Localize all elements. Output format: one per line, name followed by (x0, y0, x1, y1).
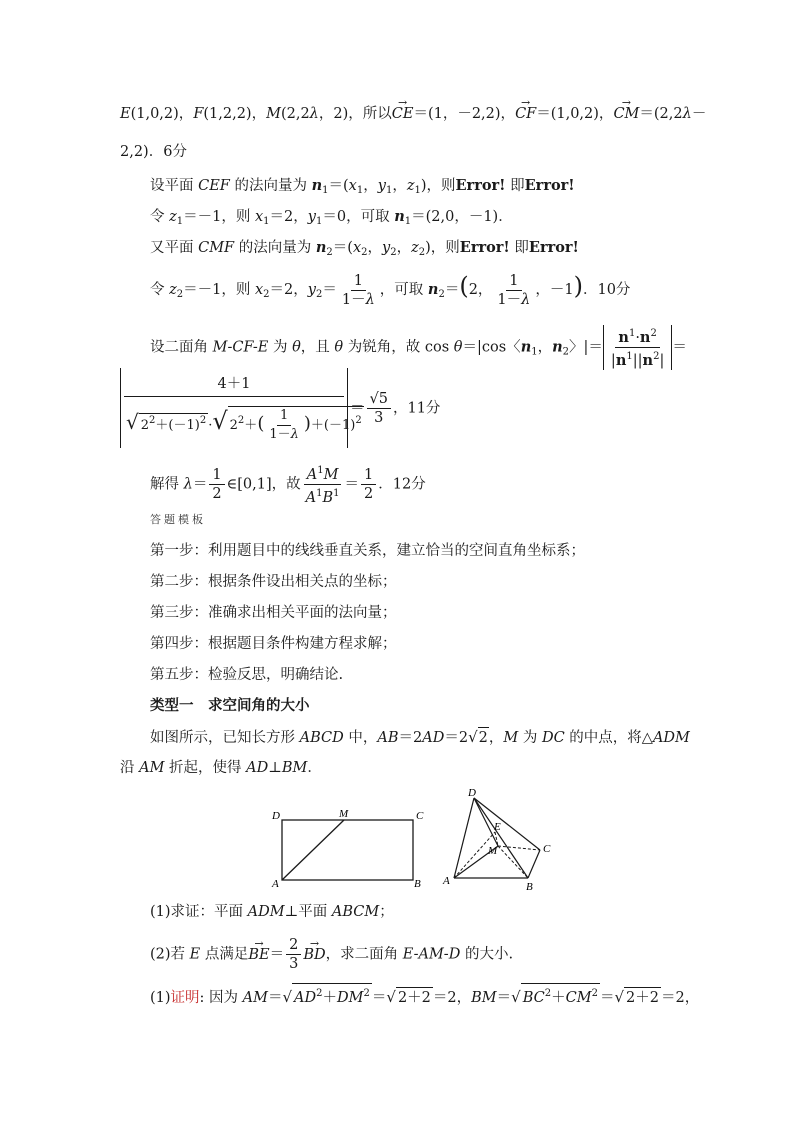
problem-stem-1: 如图所示，已知长方形 ABCD 中，AB＝2AD＝2√2，M 为 DC 的中点，将△ADM (150, 728, 690, 746)
rect-label-C: C (416, 810, 424, 822)
solid-label-C: C (543, 843, 551, 855)
solution-line-6: 令 $z_2=-1$，则 $x_2=2$，$y_2=$ $\frac{1}{1-\lambda}$ ，可取 $n_2=(2$， $\frac{1}{1-\lambda}$ ，－1)．10分 (150, 272, 631, 308)
rect-label-B: B (414, 878, 421, 890)
solid-label-B: B (526, 881, 533, 893)
template-step-5: 第五步：检验反思，明确结论. (150, 667, 344, 683)
solution-line-3: 设平面 CEF 的法向量为 $n_1=(x_1$，$y_1$，$z_1$)，则Error! 即Error! (150, 177, 575, 196)
solve-line: 解得 λ＝ $\frac{1}{2}$ ∈[0,1]，故 $\frac{A^1M}{A^1B^1}$ ＝ $\frac{1}{2}$ ．12分 (150, 462, 426, 507)
solid-label-D: D (468, 787, 476, 799)
problem-stem-2: 沿 AM 折起，使得 AD⊥BM． (120, 760, 322, 776)
big-fraction: 4＋1 √ $2^2+(-1)^2$ ·√ $2^2+$( $\frac{1}{1-\lambda}$ )$+(-1)^2$ (120, 368, 350, 450)
solution-line-1: E(1,0,2)，F(1,2,2)，M(2,2λ，2)，所以→ CE＝(1，－2,2)，→ CF＝(1,0,2)，→ CM＝(2,2λ－ (120, 104, 706, 124)
proof-line: (1)证明: 因为 AM＝√ $AD^2+DM^2$ ＝√ 2＋2 ＝2，BM＝√ $BC^2+CM^2$ ＝√ 2＋2 ＝2， (150, 983, 699, 1008)
proof-label: 证明 (170, 990, 200, 1006)
solution-line-4: 令 $z_1=-1$，则 $x_1=2$，$y_1=0$，可取 $n_1=(2,0$，－1)． (150, 208, 513, 227)
solid-label-E: E (494, 821, 501, 833)
rect-label-M: M (339, 808, 349, 820)
solid-label-A: A (443, 875, 450, 887)
rect-label-A: A (272, 878, 279, 890)
solution-line-2: 2,2)．6分 (120, 144, 187, 160)
question-1: (1)求证：平面 ADM⊥平面 ABCM； (150, 904, 394, 920)
solid-label-M: M (488, 845, 498, 857)
solution-line-5: 又平面 CMF 的法向量为 $n_2=(x_2$，$y_2$，$z_2$)，则Error! 即Error! (150, 239, 579, 258)
type-heading: 类型一 求空间角的大小 (150, 698, 310, 714)
fraction-y2: $\frac{1}{1-\lambda}$ (341, 272, 375, 308)
template-heading: 答题模板 (150, 513, 206, 526)
template-step-4: 第四步：根据题目条件构建方程求解； (150, 636, 397, 652)
question-2: (2)若 E 点满足→ BE＝ $\frac{2}{3}$ → BD，求二面角 E-AM-D 的大小. (150, 936, 513, 973)
template-step-3: 第三步：准确求出相关平面的法向量； (150, 605, 397, 621)
template-step-1: 第一步：利用题目中的线线垂直关系，建立恰当的空间直角坐标系； (150, 543, 585, 559)
big-fraction-result: ＝ $\frac{√5}{3}$ ，11分 (350, 391, 441, 426)
figure-rectangle (266, 802, 436, 892)
template-step-2: 第二步：根据条件设出相关点的坐标； (150, 574, 397, 590)
figure-folded-solid (440, 786, 560, 894)
rect-label-D: D (272, 810, 280, 822)
solution-line-7: 设二面角 M-CF-E 为 θ，且 θ 为锐角，故 cos θ＝|cos〈$n_1$，$n_2$〉|＝ $\frac{n^1\cdot n^2}{|n^1||n^2|}$ ＝ (150, 325, 687, 371)
